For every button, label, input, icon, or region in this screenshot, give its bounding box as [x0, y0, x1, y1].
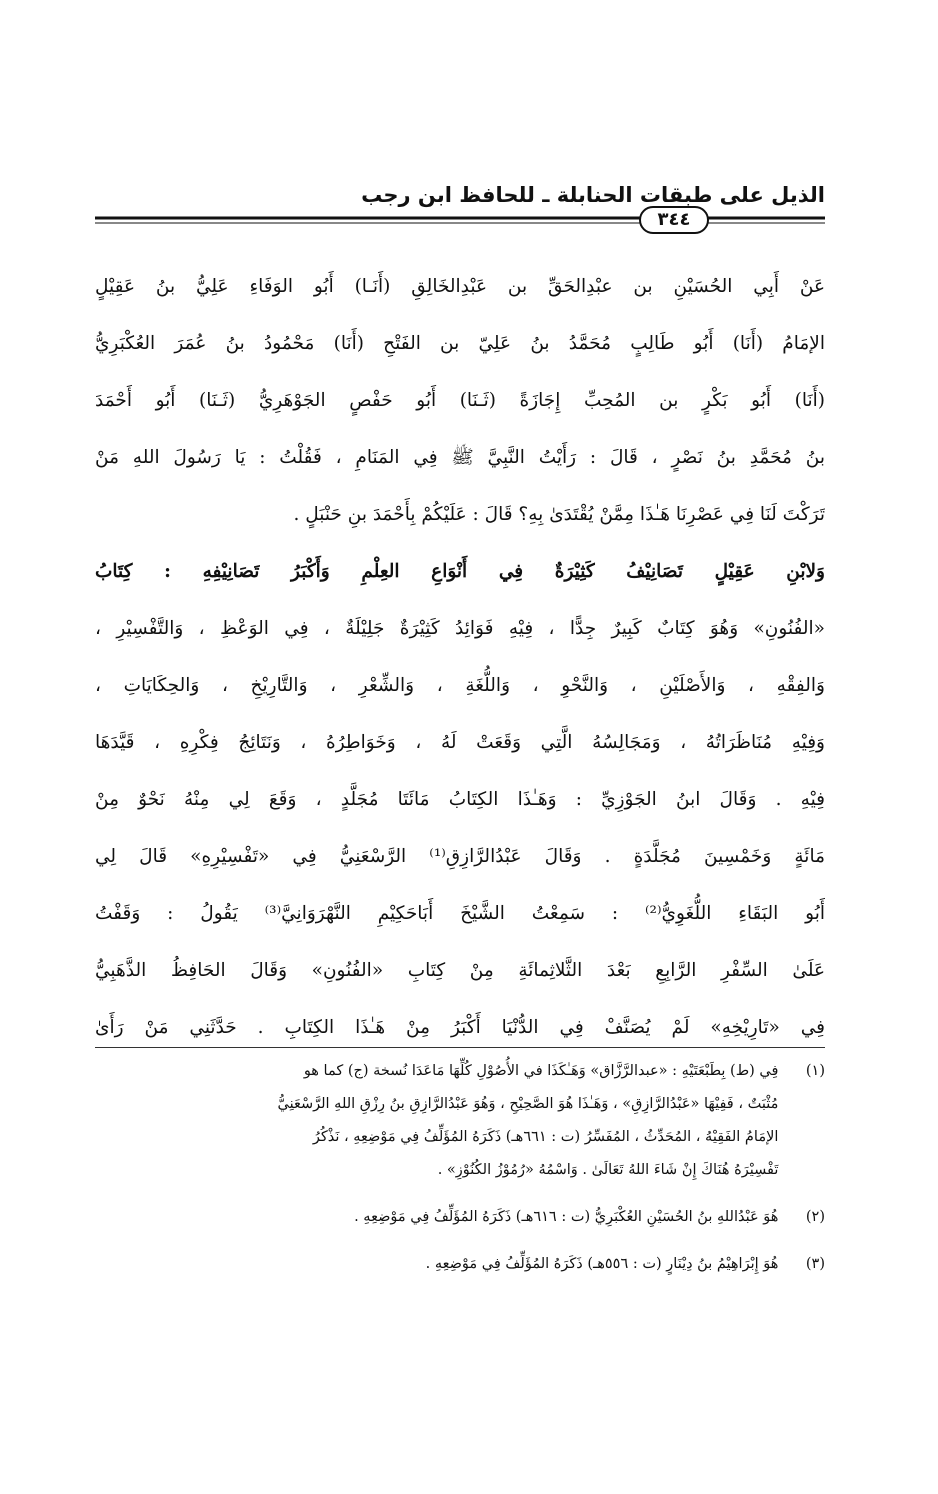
text-line: عَنْ أَبِي الحُسَيْنِ بن عبْدِالحَقِّ بن عَبْدِالخَالِقِ (أَنَـا) أَبُو الوَفَاءِ عَلِيُّ بنُ عَقِيْلٍ: [95, 276, 825, 297]
footnote-text: مُثْبَتٌ ، فَفِيْهَا «عَبْدُالرَّازِقِ» ، وَهَـٰذَا هُوَ الصَّحِيْحِ ، وَهُوَ عَبْدُالرَّازِقِ بنُ رِزْقِ اللهِ الرَّسْعَنِيُّ: [277, 1096, 779, 1112]
main-text: [95, 258, 825, 1056]
running-title: الذيل على طبقات الحنابلة ـ للحافظ ابن رجب: [361, 183, 825, 207]
text-line: فِيْهِ . وَقَالَ ابنُ الجَوْزِيِّ : وَهَـٰذَا الكِتَابُ مَائَتَا مُجَلَّدٍ ، وَقَعَ لِي مِنْهُ نَحْوٌ مِنْ: [95, 789, 825, 810]
text-line: الإمَامُ (أَنَا) أَبُو طَالِبٍ مُحَمَّدُ بنُ عَلِيّ بن الفَتْحِ (أَنَا) مَحْمُودُ بنُ عُمَرَ العُكْبَرِيُّ: [95, 333, 825, 354]
text-line: أَبُو البَقَاءِ اللُّغَوِيُّ⁽²⁾ : سَمِعْتُ الشَّيْخَ أَبَاحَكِيْمِ النَّهْرَوَانِيَّ⁽³⁾ يَقُولُ : وَقَفْتُ: [95, 903, 825, 924]
footnote-1-continued: [95, 1121, 825, 1154]
text-line: فِي «تَارِيْخِهِ» لَمْ يُصَنَّفْ فِي الدُّنْيَا أَكْبَرُ مِنْ هَـٰذَا الكِتَابِ . حَدَّثَنِي مَنْ رَأَىٰ: [95, 1017, 825, 1038]
page-number: ٣٤٤: [657, 209, 691, 230]
text-line: «الفُنُونِ» وَهُوَ كِتَابٌ كَبِيرٌ جِدًّا ، فِيْهِ فَوَائِدُ كَثِيْرَةٌ جَلِيْلَةٌ ، فِي الوَعْظِ ، وَالتَّفْسِيْرِ ،: [95, 618, 825, 639]
text-line: (أَنَا) أَبُو بَكْرٍ بن المُحِبِّ إِجَازَةً (ثَـنَا) أَبُو حَفْصٍ الجَوْهَرِيُّ (ثَـنَا) أَبُو أَحْمَدَ: [95, 390, 825, 411]
text-line: وَالفِقْهِ ، وَالأَصْلَيْنِ ، وَالنَّحْوِ ، وَاللُّغَةِ ، وَالشِّعْرِ ، وَالتَّارِيْخِ ، وَالحِكَايَاتِ ،: [95, 675, 825, 696]
header-rule-graphic: [95, 206, 825, 234]
text-line: عَلَىٰ السِّفْرِ الرَّابِعِ بَعْدَ الثَّلاثِمائَةِ مِنْ كِتَابِ «الفُنُونِ» وَقَالَ الحَافِظُ الذَّهَبِيُّ: [95, 960, 825, 981]
text-line-paragraph-start: وَلابْنِ عَقِيْلٍ تَصَانِيْفُ كَثِيْرَةٌ فِي أَنْوَاعِ العِلْمِ وَأَكْبَرُ تَصَانِيْفِهِ : كِتَابُ: [95, 561, 825, 582]
footnote-1-continued: [95, 1088, 825, 1121]
footnote-text: الإمَامُ الفَقِيْهُ ، المُحَدِّثُ ، المُفَسِّرُ (ت : ٦٦١هـ) ذَكَرَهُ المُؤَلِّفُ فِي مَوْضِعِهِ ، نَذْكُرُ: [312, 1129, 779, 1145]
footnote-1: [95, 1055, 825, 1088]
footnote-number: (٣): [805, 1256, 825, 1272]
footnote-text: تَفْسِيْرَهُ هُنَاكَ إِنْ شَاءَ اللهُ تَعَالَىٰ . وَاسْمُهُ «رُمُوْزُ الكُنُوْزِ» .: [437, 1162, 779, 1178]
text-line: بنُ مُحَمَّدِ بنُ نَصْرٍ ، قَالَ : رَأَيْتُ النَّبِيَّ ﷺ فِي المَنَامِ ، فَقُلْتُ : يَا رَسُولَ اللهِ مَنْ: [95, 447, 825, 468]
footnote-number: (١): [805, 1063, 825, 1079]
footnote-2: [95, 1201, 825, 1234]
footnote-text: فِي (ط) بِطَبْعَتَيْهِ : «عبدالرَّزَّاق» وَهَـٰكَذَا في الأُصُوْلِ كُلِّهَا مَاعَدَا نُسخة (ج) كما هو: [303, 1063, 779, 1079]
footnote-text: هُوَ عَبْدُاللهِ بنُ الحُسَيْنِ العُكْبَرِيُّ (ت : ٦١٦هـ) ذَكَرَهُ المُؤَلِّفُ فِي مَوْضِعِهِ .: [354, 1209, 779, 1225]
text-line: تَرَكْتَ لَنَا فِي عَصْرِنَا هَـٰذَا مِمَّنْ يُقْتَدَىٰ بِهِ؟ قَالَ : عَلَيْكُمْ بِأَحْمَدَ بنِ حَنْبَلٍ .: [293, 504, 825, 525]
footnote-separator: [95, 1047, 825, 1048]
text-line: مَائَةٍ وَخَمْسِينَ مُجَلَّدَةٍ . وَقَالَ عَبْدُالرَّازِقِ⁽¹⁾ الرَّسْعَنِيُّ فِي «تَفْسِيْرِهِ» قَالَ لِي: [95, 846, 825, 867]
footnotes: [95, 1055, 825, 1281]
footnote-3: [95, 1248, 825, 1281]
footnote-1-continued: [95, 1154, 825, 1187]
footnote-number: (٢): [805, 1209, 825, 1225]
text-line: وَفِيْهِ مُنَاظَرَاتُهُ ، وَمَجَالِسُهُ الَّتِي وَقَعَتْ لَهُ ، وَخَوَاطِرُهُ ، وَنَتَائِجُ فِكْرِهِ ، قَيَّدَهَا: [95, 732, 825, 753]
header-rule: [95, 206, 825, 234]
footnote-text: هُوَ إِبْرَاهِيْمُ بنُ دِيْنَارٍ (ت : ٥٥٦هـ) ذَكَرَهُ المُؤَلِّفُ فِي مَوْضِعِهِ .: [425, 1256, 779, 1272]
